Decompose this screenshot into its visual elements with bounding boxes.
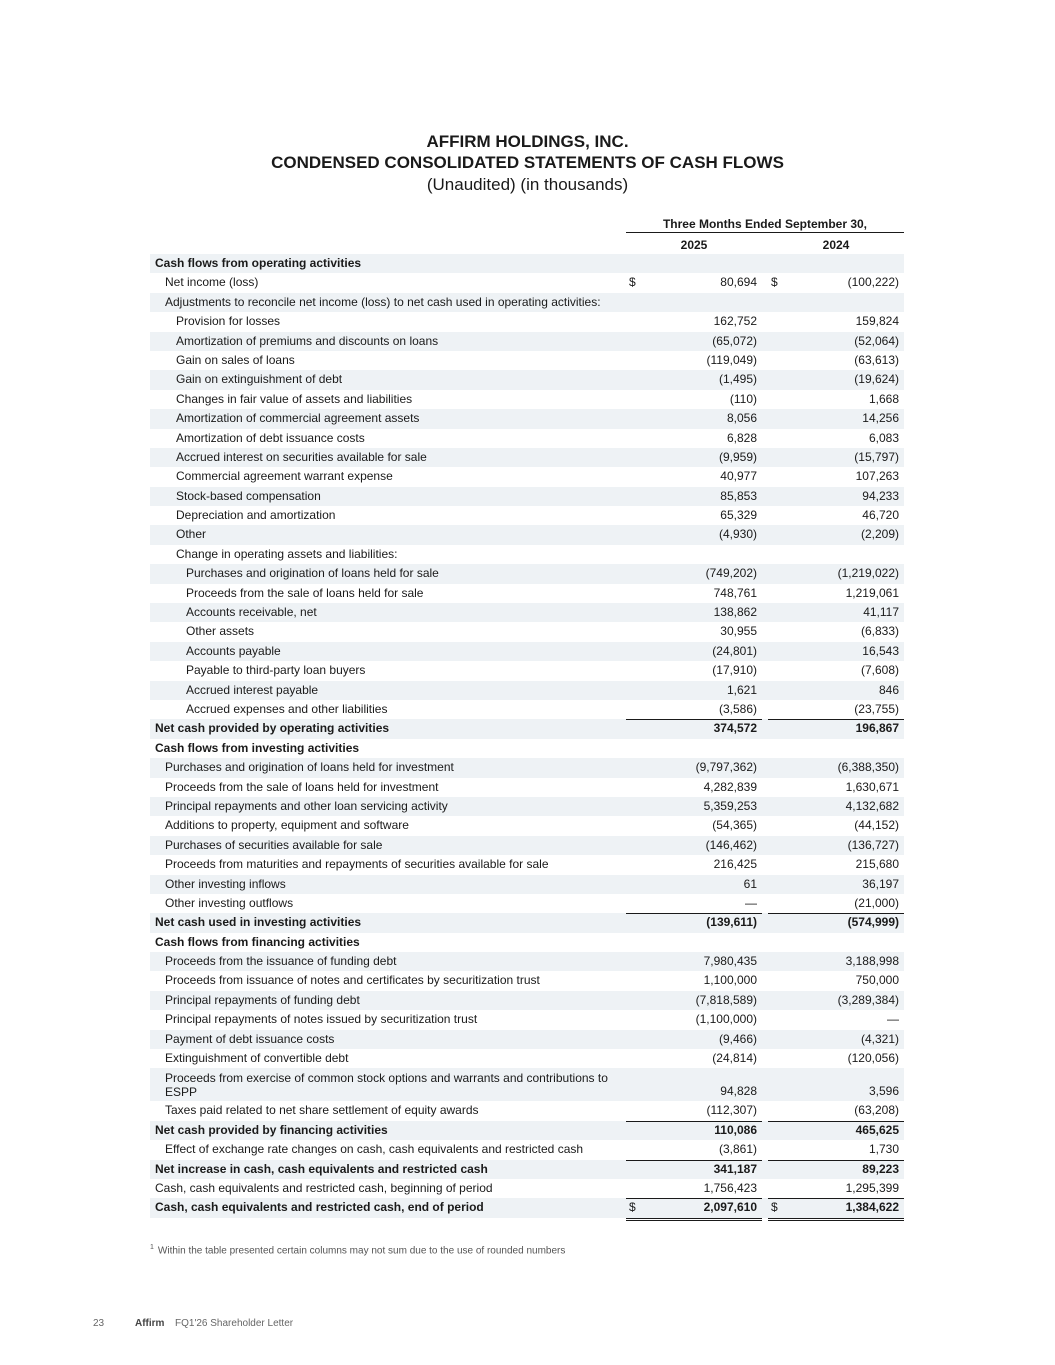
- value-2025: 162,752: [713, 314, 757, 329]
- value-2025: (110): [729, 391, 757, 406]
- value-2024: (574,999): [847, 915, 899, 930]
- row-label: Cash flows from financing activities: [155, 934, 360, 949]
- value-2024: (4,321): [860, 1031, 899, 1046]
- value-2024: (3,289,384): [837, 992, 899, 1007]
- value-2025: (24,801): [712, 643, 757, 658]
- row-label: Provision for losses: [176, 314, 281, 329]
- value-2024: (44,152): [854, 818, 899, 833]
- value-2024: 465,625: [855, 1122, 899, 1137]
- table-row: [150, 971, 904, 990]
- row-label: Cash flows from operating activities: [155, 256, 362, 270]
- statement-title: CONDENSED CONSOLIDATED STATEMENTS OF CASH FLOWS: [271, 153, 784, 172]
- value-2024: 1,295,399: [845, 1180, 899, 1195]
- table-row: [150, 273, 904, 292]
- value-2024: 16,543: [862, 643, 899, 658]
- value-2025: 110,086: [714, 1122, 757, 1137]
- double-underline: [626, 1218, 762, 1221]
- table-row: [150, 1030, 904, 1049]
- row-label: Taxes paid related to net share settlement of equity awards: [165, 1103, 479, 1118]
- row-label: Accrued expenses and other liabilities: [186, 701, 388, 716]
- row-label: Other: [176, 527, 207, 542]
- value-2025: 80,694: [720, 275, 757, 290]
- table-row: [150, 642, 904, 661]
- table-row: [150, 293, 904, 312]
- row-label: Proceeds from issuance of notes and certificates by securitization trust: [165, 973, 540, 988]
- table-row: [150, 332, 904, 351]
- double-underline: [768, 1218, 904, 1221]
- table-row: [150, 448, 904, 467]
- row-label: Proceeds from exercise of common stock options and warrants and contributions to ESPP: [165, 1071, 608, 1100]
- value-2024: —: [887, 1012, 899, 1027]
- currency-symbol: $: [629, 275, 636, 290]
- value-2024: (6,833): [860, 624, 899, 639]
- table-row: [150, 778, 904, 797]
- value-2025: (1,100,000): [695, 1012, 757, 1027]
- row-label: Other assets: [186, 624, 255, 639]
- row-label: Principal repayments and other loan servicing activity: [165, 798, 448, 813]
- value-2025: 61: [743, 876, 757, 891]
- value-2024: (19,624): [854, 372, 899, 387]
- value-2025: 94,828: [720, 1084, 757, 1099]
- table-row: [150, 661, 904, 680]
- value-2025: (146,462): [705, 837, 757, 852]
- row-label: Accounts receivable, net: [186, 605, 317, 620]
- table-row: [150, 584, 904, 603]
- value-2025: (1,495): [718, 372, 757, 387]
- table-row: [150, 525, 904, 544]
- value-2024: 1,384,622: [845, 1200, 899, 1215]
- value-2025: 748,761: [713, 585, 757, 600]
- row-label: Commercial agreement warrant expense: [176, 469, 393, 484]
- value-2024: (1,219,022): [837, 566, 899, 581]
- row-label: Changes in fair value of assets and liabilities: [176, 391, 413, 406]
- currency-symbol: $: [771, 275, 778, 290]
- row-label: Net increase in cash, cash equivalents and restricted cash: [155, 1161, 488, 1176]
- footnote-marker: 1: [150, 1244, 154, 1251]
- value-2024: 3,188,998: [845, 954, 899, 969]
- value-2025: (3,586): [718, 701, 757, 716]
- table-row: [150, 390, 904, 409]
- row-label: Effect of exchange rate changes on cash, cash equivalents and restricted cash: [165, 1142, 584, 1157]
- value-2024: 36,197: [862, 876, 899, 891]
- statement-subtitle: (Unaudited) (in thousands): [426, 175, 629, 194]
- value-2025: 40,977: [720, 469, 757, 484]
- value-2024: (100,222): [847, 275, 899, 290]
- table-row: [150, 797, 904, 816]
- year-2024-header: 2024: [822, 238, 850, 252]
- row-label: Cash, cash equivalents and restricted cash, end of period: [155, 1200, 484, 1215]
- row-label: Gain on extinguishment of debt: [176, 372, 343, 387]
- value-2025: 30,955: [720, 624, 757, 639]
- row-label: Cash, cash equivalents and restricted cash, beginning of period: [155, 1180, 493, 1195]
- row-label: Extinguishment of convertible debt: [165, 1051, 349, 1066]
- value-2025: 374,572: [713, 721, 757, 736]
- table-row: [150, 1049, 904, 1068]
- value-2024: 1,730: [868, 1142, 899, 1157]
- row-label: Gain on sales of loans: [176, 352, 295, 367]
- table-row: [150, 952, 904, 971]
- table-row: [150, 467, 904, 486]
- row-label: Payable to third-party loan buyers: [186, 663, 366, 678]
- value-2025: 138,862: [713, 605, 757, 620]
- value-2025: 5,359,253: [703, 798, 757, 813]
- table-row: [150, 409, 904, 428]
- row-label: Principal repayments of notes issued by securitization trust: [165, 1012, 478, 1027]
- row-label: Proceeds from the sale of loans held for sale: [186, 585, 424, 600]
- value-2025: 85,853: [720, 488, 757, 503]
- value-2024: (2,209): [860, 527, 899, 542]
- section-header-row: [150, 933, 904, 952]
- value-2024: 1,219,061: [845, 585, 899, 600]
- value-2025: (24,814): [712, 1051, 757, 1066]
- row-label: Net income (loss): [165, 275, 259, 290]
- total-row: [150, 719, 904, 738]
- value-2024: 159,824: [855, 314, 899, 329]
- table-row: [150, 564, 904, 583]
- value-2025: (65,072): [712, 333, 757, 348]
- row-label: Other investing outflows: [165, 895, 294, 910]
- table-row: [150, 429, 904, 448]
- value-2025: (749,202): [705, 566, 757, 581]
- subtotal-rule: [626, 1198, 762, 1199]
- value-2025: (112,307): [706, 1103, 757, 1118]
- value-2025: 4,282,839: [703, 779, 757, 794]
- subtotal-rule: [768, 1121, 904, 1122]
- table-row: [150, 836, 904, 855]
- section-header-row: [150, 739, 904, 758]
- table-row: [150, 370, 904, 389]
- row-label: Accrued interest on securities available for sale: [176, 449, 427, 464]
- row-label: Proceeds from the sale of loans held for investment: [165, 779, 439, 794]
- value-2024: 107,263: [855, 469, 899, 484]
- row-label: Stock-based compensation: [176, 488, 321, 503]
- subtotal-rule: [768, 1160, 904, 1161]
- section-header-row: [150, 254, 904, 273]
- total-row: [150, 1160, 904, 1179]
- table-row: [150, 603, 904, 622]
- value-2025: (4,930): [718, 527, 757, 542]
- value-2025: 341,187: [713, 1161, 757, 1176]
- value-2024: 3,596: [868, 1084, 899, 1099]
- currency-symbol: $: [771, 1200, 778, 1215]
- value-2024: (23,755): [854, 701, 899, 716]
- table-row: [150, 1179, 904, 1198]
- subtotal-rule: [768, 913, 904, 914]
- value-2024: 6,083: [868, 430, 899, 445]
- row-label: Cash flows from investing activities: [155, 740, 360, 755]
- table-row: [150, 855, 904, 874]
- row-label: Depreciation and amortization: [176, 508, 336, 523]
- row-label: Proceeds from maturities and repayments of securities available for sale: [165, 857, 549, 872]
- total-row: [150, 1198, 904, 1217]
- value-2024: (120,056): [847, 1051, 899, 1066]
- row-label: Accounts payable: [186, 643, 281, 658]
- subtotal-rule: [768, 1198, 904, 1199]
- value-2024: 196,867: [855, 721, 899, 736]
- value-2024: (21,000): [854, 895, 899, 910]
- footer-document-title: FQ1'26 Shareholder Letter: [175, 1318, 294, 1329]
- row-label: Purchases and origination of loans held for investment: [165, 760, 454, 775]
- subtotal-rule: [768, 719, 904, 720]
- value-2025: 6,828: [726, 430, 757, 445]
- value-2025: 216,425: [713, 857, 757, 872]
- value-2025: —: [745, 895, 757, 910]
- table-row: [150, 875, 904, 894]
- row-label: Proceeds from the issuance of funding debt: [165, 954, 397, 969]
- table-row: [150, 681, 904, 700]
- footnote: [150, 1244, 565, 1256]
- value-2024: 94,233: [862, 488, 899, 503]
- subtotal-rule: [626, 719, 762, 720]
- table-row: [150, 487, 904, 506]
- value-2024: 41,117: [863, 605, 899, 620]
- table-row: [150, 622, 904, 641]
- table-row: [150, 312, 904, 331]
- value-2024: 215,680: [855, 857, 899, 872]
- row-label: Payment of debt issuance costs: [165, 1031, 335, 1046]
- value-2025: 8,056: [726, 411, 757, 426]
- value-2025: (9,797,362): [695, 760, 757, 775]
- table-row: [150, 1140, 904, 1159]
- row-label: Net cash used in investing activities: [155, 915, 362, 930]
- row-label: Other investing inflows: [165, 876, 286, 891]
- currency-symbol: $: [629, 1200, 636, 1215]
- value-2024: 4,132,682: [845, 798, 899, 813]
- table-row: [150, 700, 904, 719]
- value-2025: (139,611): [706, 915, 757, 930]
- row-label: Purchases of securities available for sale: [165, 837, 383, 852]
- table-row: [150, 506, 904, 525]
- row-label: Net cash provided by financing activities: [155, 1122, 388, 1137]
- value-2024: (136,727): [847, 837, 899, 852]
- value-2024: (7,608): [860, 663, 899, 678]
- row-label: Additions to property, equipment and software: [165, 818, 409, 833]
- row-label: Accrued interest payable: [186, 682, 319, 697]
- value-2025: 1,621: [726, 682, 757, 697]
- value-2024: (63,208): [854, 1103, 899, 1118]
- table-row: [150, 351, 904, 370]
- row-label: Principal repayments of funding debt: [165, 992, 360, 1007]
- footer-brand: Affirm: [135, 1318, 165, 1329]
- table-row: [150, 1101, 904, 1120]
- value-2025: (9,959): [718, 449, 757, 464]
- row-label: Purchases and origination of loans held for sale: [186, 566, 439, 581]
- value-2025: (17,910): [712, 663, 757, 678]
- cash-flow-table: [150, 254, 904, 1218]
- value-2025: 65,329: [720, 508, 757, 523]
- table-row: [150, 1068, 904, 1101]
- row-label: Adjustments to reconcile net income (loss) to net cash used in operating activities:: [165, 294, 601, 309]
- value-2025: (54,365): [712, 818, 757, 833]
- value-2024: 14,256: [862, 411, 899, 426]
- table-row: [150, 991, 904, 1010]
- table-row: [150, 1010, 904, 1029]
- footnote-text: Within the table presented certain columns may not sum due to the use of rounded numbers: [157, 1245, 566, 1257]
- year-2025-header: 2025: [680, 238, 708, 252]
- value-2025: (7,818,589): [695, 992, 757, 1007]
- row-label: Amortization of premiums and discounts on loans: [176, 333, 439, 348]
- value-2024: 46,720: [862, 508, 899, 523]
- subtotal-rule: [626, 1160, 762, 1161]
- subtotal-rule: [626, 1121, 762, 1122]
- value-2024: 1,630,671: [845, 779, 899, 794]
- table-row: [150, 816, 904, 835]
- period-rule: [626, 232, 904, 233]
- value-2024: (6,388,350): [837, 760, 899, 775]
- value-2024: (15,797): [854, 449, 899, 464]
- total-row: [150, 913, 904, 932]
- table-row: [150, 894, 904, 913]
- value-2025: (3,861): [718, 1142, 757, 1157]
- company-name: AFFIRM HOLDINGS, INC.: [426, 132, 629, 151]
- value-2025: 1,100,000: [703, 973, 757, 988]
- period-header: Three Months Ended September 30,: [662, 217, 868, 231]
- value-2024: 750,000: [855, 973, 899, 988]
- subtotal-rule: [626, 913, 762, 914]
- value-2025: 7,980,435: [703, 954, 757, 969]
- value-2024: 89,223: [862, 1161, 899, 1176]
- value-2024: (63,613): [854, 352, 899, 367]
- value-2025: 2,097,610: [703, 1200, 757, 1215]
- value-2025: 1,756,423: [703, 1180, 757, 1195]
- value-2024: (52,064): [854, 333, 899, 348]
- value-2024: 846: [878, 682, 899, 697]
- value-2025: (9,466): [718, 1031, 757, 1046]
- table-row: [150, 545, 904, 564]
- row-label: Change in operating assets and liabilities:: [176, 546, 398, 561]
- row-label: Amortization of debt issuance costs: [176, 430, 365, 445]
- value-2024: 1,668: [868, 391, 899, 406]
- row-label: Net cash provided by operating activities: [155, 721, 390, 736]
- table-row: [150, 758, 904, 777]
- total-row: [150, 1121, 904, 1140]
- page-number: 23: [93, 1318, 105, 1329]
- value-2025: (119,049): [706, 352, 757, 367]
- row-label: Amortization of commercial agreement assets: [176, 411, 420, 426]
